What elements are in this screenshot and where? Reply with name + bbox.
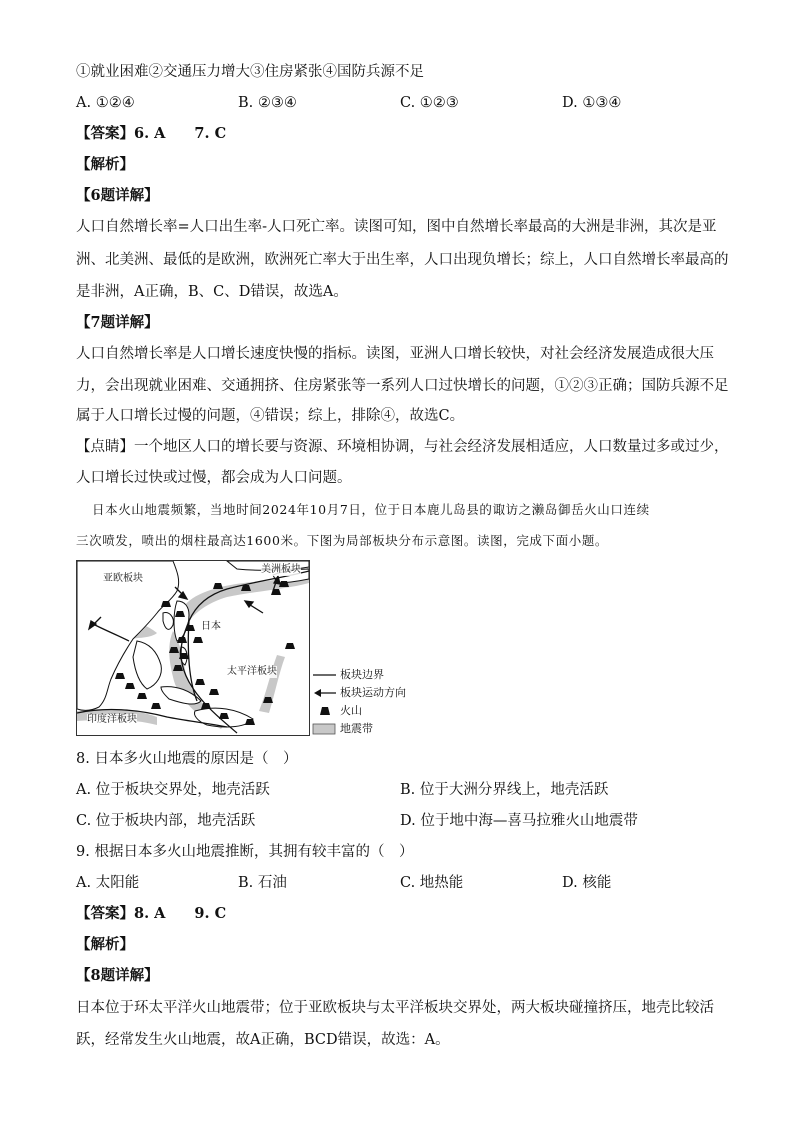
q7-option-a: A. ①②④ <box>76 95 135 111</box>
q7-detail-label: 【7题详解】 <box>76 314 159 331</box>
analysis-label-2: 【解析】 <box>76 936 134 953</box>
label-pacific-plate: 太平洋板块 <box>227 666 277 677</box>
q9-option-d: D. 核能 <box>562 875 612 891</box>
q7-items: ①就业困难②交通压力增大③住房紧张④国防兵源不足 <box>76 64 424 80</box>
plate-map-graphic <box>77 561 309 735</box>
legend-quake-belt: 地震带 <box>312 722 432 736</box>
q7-option-b: B. ②③④ <box>238 95 297 111</box>
answer-2: 【答案】8. A 9. C <box>76 905 227 922</box>
map-legend <box>312 664 432 736</box>
q9-option-c: C. 地热能 <box>400 875 464 891</box>
label-japan: 日本 <box>201 621 221 632</box>
answer-1: 【答案】6. A 7. C <box>76 125 227 142</box>
q8-detail-line-2: 跃，经常发生火山地震，故A正确，BCD错误，故选：A。 <box>76 1032 450 1048</box>
legend-motion: 板块运动方向 <box>312 686 432 700</box>
tip-line-1: 【点睛】一个地区人口的增长要与资源、环境相协调，与社会经济发展相适应，人口数量过多或过少， <box>76 439 729 455</box>
tip-line-2: 人口增长过快或过慢，都会成为人口问题。 <box>76 470 352 486</box>
volcano-icon <box>312 704 338 718</box>
quake-belt-swatch-icon <box>312 722 338 736</box>
label-indian-plate: 印度洋板块 <box>87 714 137 725</box>
legend-volcano: 火山 <box>312 704 432 718</box>
plate-map <box>76 560 310 736</box>
q8-option-d: D. 位于地中海—喜马拉雅火山地震带 <box>400 813 638 829</box>
label-eurasian-plate: 亚欧板块 <box>103 573 143 584</box>
q6-detail-label: 【6题详解】 <box>76 187 159 204</box>
q8-detail-line-1: 日本位于环太平洋火山地震带；位于亚欧板块与太平洋板块交界处，两大板块碰撞挤压，地壳比较活 <box>76 1000 714 1016</box>
q7-detail-line-2: 力，会出现就业困难、交通拥挤、住房紧张等一系列人口过快增长的问题，①②③正确；国防兵源不足 <box>76 378 729 394</box>
q9-option-a: A. 太阳能 <box>76 875 140 891</box>
analysis-label-1: 【解析】 <box>76 156 134 173</box>
q8-stem: 8. 日本多火山地震的原因是（ ） <box>76 751 298 767</box>
q6-detail-line-2: 洲、北美洲、最低的是欧洲，欧洲死亡率大于出生率，人口出现负增长；综上，人口自然增长率最高的 <box>76 252 729 268</box>
boundary-line-icon <box>312 668 338 682</box>
q8-option-c: C. 位于板块内部，地壳活跃 <box>76 813 256 829</box>
q9-stem: 9. 根据日本多火山地震推断，其拥有较丰富的（ ） <box>76 844 414 860</box>
q6-detail-line-1: 人口自然增长率=人口出生率-人口死亡率。读图可知，图中自然增长率最高的大洲是非洲，其次是亚 <box>76 219 717 235</box>
q7-option-d: D. ①③④ <box>562 95 622 111</box>
q7-option-c: C. ①②③ <box>400 95 459 111</box>
q9-option-b: B. 石油 <box>238 875 287 891</box>
q8-detail-label: 【8题详解】 <box>76 967 159 984</box>
intro-line-1: 日本火山地震频繁，当地时间2024年10月7日，位于日本鹿儿岛县的诹访之濑岛御岳火山口连续 <box>92 502 650 517</box>
legend-boundary: 板块边界 <box>312 668 432 682</box>
q6-detail-line-3: 是非洲，A正确，B、C、D错误，故选A。 <box>76 284 348 300</box>
q8-option-a: A. 位于板块交界处，地壳活跃 <box>76 782 270 798</box>
q7-detail-line-3: 属于人口增长过慢的问题，④错误；综上，排除④，故选C。 <box>76 408 465 424</box>
arrow-left-icon <box>312 686 338 700</box>
q7-detail-line-1: 人口自然增长率是人口增长速度快慢的指标。读图，亚洲人口增长较快，对社会经济发展造成很大压 <box>76 346 714 362</box>
intro-line-2: 三次喷发，喷出的烟柱最高达1600米。下图为局部板块分布示意图。读图，完成下面小题。 <box>76 533 609 548</box>
label-american-plate: 美洲板块 <box>261 564 301 575</box>
q8-option-b: B. 位于大洲分界线上，地壳活跃 <box>400 782 609 798</box>
